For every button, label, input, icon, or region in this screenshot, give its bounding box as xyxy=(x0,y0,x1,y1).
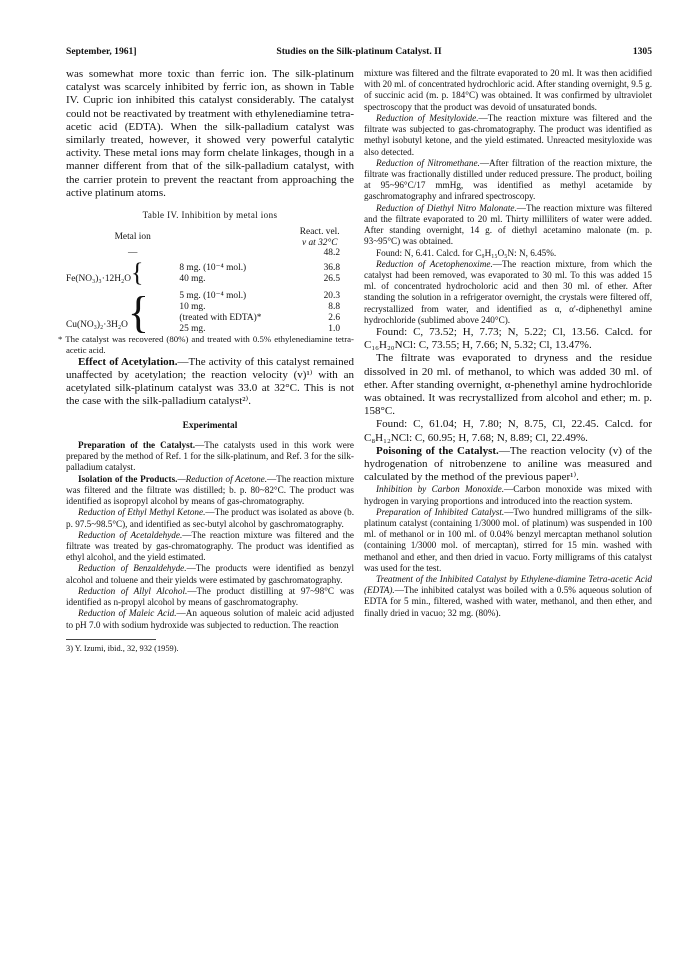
isolation-subheading: —Reduction of Acetone. xyxy=(177,473,268,484)
table-cell: 5 mg. (10⁻⁴ mol.) xyxy=(179,291,247,302)
malonate-paragraph xyxy=(364,203,652,248)
maleic-text: —An aqueous solution of maleic acid adjusted to pH 7.0 with sodium hydroxide was subjected to reduction. The reaction xyxy=(66,608,354,630)
co-inhibition-paragraph xyxy=(364,484,652,506)
inhibition-table xyxy=(66,227,354,335)
table-cell: 10 mg. xyxy=(179,301,206,312)
inhibited-prep-heading: Preparation of Inhibited Catalyst. xyxy=(376,506,505,517)
nitromethane-paragraph xyxy=(364,158,652,203)
table-cell: 26.5 xyxy=(323,274,340,285)
intro-paragraph: was somewhat more toxic than ferric ion. The silk-platinum catalyst was scarcely inhibited by ferric ion, as shown in Table IV. Cupric ion inhibited this catalyst considerably. The catalyst could not be reactivated by treatment with ethylenediamine tetra-acetic acid (EDTA). When the silk-palladium catalyst was similarly treated, however, it showed very powerful catalytic activity. These metal ions may form chelate linkages, though in a manner different from that of the silk-palladium catalyst, with the carrier protein to prevent the reactant from approaching the active platinum atoms. xyxy=(66,68,354,199)
prep-heading: Preparation of the Catalyst. xyxy=(78,440,196,450)
mesityloxide-heading: Reduction of Mesityloxide. xyxy=(376,112,479,123)
emk-text: —The product was isolated as above (b. p. 97.5~98.5°C), and identified as sec-butyl alcohol by gaschromatography. xyxy=(66,507,354,529)
acetylation-paragraph xyxy=(66,356,354,409)
header-title: Studies on the Silk-platinum Catalyst. II xyxy=(276,46,442,57)
isolation-text: —The reaction mixture was filtered and the filtrate was distilled; b. p. 80~82°C. The product was identified as isopropyl alcohol by means of gas-chromatography. xyxy=(66,473,355,507)
table-row xyxy=(66,285,354,302)
right-column xyxy=(364,68,652,619)
fe-label: Fe(NO₃)₃·12H₂O xyxy=(66,274,132,285)
allyl-heading: Reduction of Allyl Alcohol. xyxy=(78,585,188,596)
poisoning-heading: Poisoning of the Catalyst. xyxy=(376,444,499,457)
isolation-heading: Isolation of the Products. xyxy=(78,473,178,484)
filtrate-paragraph: The filtrate was evaporated to dryness and the residue dissolved in 20 ml. of methanol, to which was added 30 ml. of ether. After standing overnight, α-phenethyl amine hydrochloride was obtained. It was recrystallized from alcohol and ether; m. p. 158°C. xyxy=(364,352,652,418)
acetaldehyde-paragraph xyxy=(66,530,354,564)
succinic-paragraph: mixture was filtered and the filtrate evaporated to 20 ml. It was then acidified with 20 ml. of concentrated hydrochloric acid. After standing overnight, 9.5 g. of succinic acid (m. p. 184°C) was obtained. It was confirmed by ultraviolet spectroscopy that the product was devoid of unsaturated bonds. xyxy=(364,68,652,112)
maleic-paragraph xyxy=(66,608,354,630)
mesityloxide-text: —The reaction mixture was filtered and the filtrate was subjected to gas-chromatography. The product was identified as methyl isobutyl ketone, and the yield estimated. Unreacted mesityloxide was also detected. xyxy=(364,112,653,157)
benzaldehyde-text: —The products were identified as benzyl alcohol and toluene and their yields were estimated by gaschromatography. xyxy=(66,563,354,585)
table-cell: 2.6 xyxy=(328,312,340,323)
page-number: 1305 xyxy=(632,46,652,57)
table-row xyxy=(66,259,354,274)
allyl-text: —The product distilling at 97~98°C was identified as n-propyl alcohol by means of gaschromatography. xyxy=(66,585,354,608)
table-cell: — xyxy=(128,248,138,259)
inhibited-prep-paragraph xyxy=(364,507,652,574)
poisoning-text: —The reaction velocity (v) of the hydrogenation of nitrobenzene to aniline was measured and calculated by the method of the previous paper¹⁾. xyxy=(364,444,652,484)
left-column xyxy=(58,68,355,654)
brace-icon: { xyxy=(131,258,144,288)
col-header-metal: Metal ion xyxy=(114,232,151,243)
inhibited-prep-text: —Two hundred milligrams of the silk-platinum catalyst (containing 1/3000 mol. of platinum) was suspended in 100 ml. of methanol or in 100 ml. of 0.04% benzyl mercaptan methanol solution (containing 1/3000 mol. of mercaptan), stirred for 15 min. washed with methanol and ether, and then dried in vacuo. Forty milligrams of this catalyst was used for the test. xyxy=(364,506,652,573)
emk-heading: Reduction of Ethyl Methyl Ketone. xyxy=(78,507,206,518)
malonate-heading: Reduction of Diethyl Nitro Malonate. xyxy=(376,202,517,213)
table-cell: 25 mg. xyxy=(179,323,206,334)
prep-paragraph xyxy=(66,440,354,474)
footnote-rule xyxy=(66,639,156,640)
table-cell: 8.8 xyxy=(328,301,340,312)
table-header-row xyxy=(66,227,354,249)
table-cell: 48.2 xyxy=(323,248,340,259)
acetaldehyde-text: —The reaction mixture was filtered and the filtrate was treated by gas-chromatography. The product was identified as ethyl alcohol, and the yield estimated. xyxy=(66,529,355,563)
acetaldehyde-heading: Reduction of Acetaldehyde. xyxy=(78,529,183,540)
col-header-vel: React. vel. xyxy=(299,226,340,237)
table-cell: 36.8 xyxy=(323,263,340,274)
page-footnote: 3) Y. Izumi, ibid., 32, 932 (1959). xyxy=(66,643,179,653)
poisoning-paragraph xyxy=(364,445,652,485)
table-cell: 1.0 xyxy=(328,323,340,334)
header-date: September, 1961] xyxy=(66,46,137,57)
nitromethane-text: —After filtration of the reaction mixture, the filtrate was fractionally distilled under reduced pressure. The product, boiling at 95~96°C/17 mmHg, was identified as methyl acetamide by gaschromatography and infrared spectroscopy. xyxy=(364,157,652,202)
table-cell: (treated with EDTA)* xyxy=(179,312,262,323)
benzaldehyde-heading: Reduction of Benzaldehyde. xyxy=(78,563,187,574)
acetylation-heading: Effect of Acetylation. xyxy=(78,355,178,368)
acetophenoxime-paragraph xyxy=(364,259,652,326)
cu-label: Cu(NO₃)₂·3H₂O xyxy=(66,319,128,330)
acetophenoxime-heading: Reduction of Acetophenoxime. xyxy=(376,258,493,269)
running-header xyxy=(66,46,652,60)
col-header-temp: v at 32°C xyxy=(301,237,338,248)
emk-paragraph xyxy=(66,507,354,529)
prep-text: —The catalysts used in this work were prepared by the method of Ref. 1 for the silk-platinum, and Ref. 3 for the silk-palladium catalyst. xyxy=(66,440,355,473)
table-cell: 8 mg. (10⁻⁴ mol.) xyxy=(179,263,247,274)
co-inhibition-text: —Carbon monoxide was mixed with hydrogen in varying proportions and introduced into the reaction system. xyxy=(364,484,652,506)
section-heading: Experimental xyxy=(182,420,238,431)
table-row xyxy=(66,248,354,259)
acetophenoxime-text: —The reaction mixture, from which the catalyst had been removed, was evaporated to 30 ml. To this was added 15 ml. of concentrated hydrocholoric acid and then 30 ml. of ether. After standing the solution in a refrigerator overnight, the crystals were filtered off, recrystallized from water, and identified as α, α'-diphenethyl amine hydrochloride (sublimed above 240°C). xyxy=(364,258,652,325)
allyl-paragraph xyxy=(66,586,354,608)
edta-treatment-heading: Treatment of the Inhibited Catalyst by Ethylene-diamine Tetra-acetic Acid (EDTA). xyxy=(364,574,652,596)
table-footnote: * The catalyst was recovered (80%) and treated with 0.5% ethylenediamine tetra-acetic acid. xyxy=(58,334,354,356)
filtrate-analysis: Found: C, 61.04; H, 7.80; N, 8.75, Cl, 22.45. Calcd. for C₈H₁₂NCl: C, 60.95; H, 7.68; N, 8.89; Cl, 22.49%. xyxy=(364,418,652,444)
table-caption: Table IV. Inhibition by metal ions xyxy=(142,209,278,220)
table-cell: 40 mg. xyxy=(179,274,206,285)
isolation-paragraph xyxy=(66,474,354,508)
edta-treatment-text: —The inhibited catalyst was boiled with a 0.5% aqueous solution of EDTA for 5 min., filtered, washed with water, methanol, and then ether, and finally dried in vacuo; 32 mg. (80%). xyxy=(364,585,652,618)
co-inhibition-heading: Inhibition by Carbon Monoxide. xyxy=(376,484,505,495)
acetylation-text: —The activity of this catalyst remained unaffected by acetylation; the reaction velocity (v)¹⁾ with an acetylated silk-platinum catalyst was 33.0 at 32°C. This is not the case with the silk-palladium catalyst²⁾. xyxy=(66,355,354,408)
edta-treatment-paragraph xyxy=(364,574,652,619)
brace-icon: { xyxy=(127,287,150,337)
benzaldehyde-paragraph xyxy=(66,563,354,585)
nitromethane-heading: Reduction of Nitromethane. xyxy=(376,157,480,168)
malonate-text: —The reaction mixture was filtered and the filtrate evaporated to 20 ml. Thirty milliliters of water were added. After standing overnight, 14 g. of diethyl acetamino malonate (m. p. 93~95°C) was obtained. xyxy=(364,202,652,247)
malonate-analysis: Found: N, 6.41. Calcd. for C₉H₁₅O₅N: N, 6.45%. xyxy=(376,247,557,258)
mesityloxide-paragraph xyxy=(364,113,652,158)
table-cell: 20.3 xyxy=(323,291,340,302)
maleic-heading: Reduction of Maleic Acid. xyxy=(78,608,177,619)
acetophenoxime-analysis: Found: C, 73.52; H, 7.73; N, 5.22; Cl, 13.56. Calcd. for C₁₆H₂₀NCl: C, 73.55; H, 7.66; N, 5.32; Cl, 13.47%. xyxy=(364,326,652,352)
